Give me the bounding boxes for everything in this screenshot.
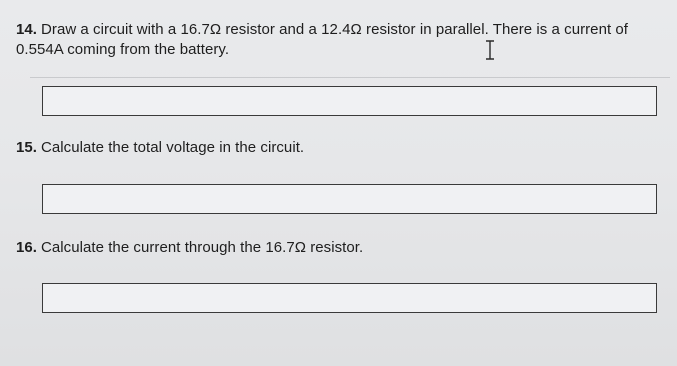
question-15-text: Calculate the total voltage in the circuit. bbox=[41, 139, 305, 156]
divider bbox=[30, 77, 670, 78]
question-15-number: 15. bbox=[16, 139, 38, 156]
question-14-number: 14. bbox=[16, 21, 38, 38]
question-16-number: 16. bbox=[16, 239, 38, 256]
answer-box-16[interactable] bbox=[42, 283, 657, 313]
question-16-text: Calculate the current through the 16.7Ω resistor. bbox=[41, 239, 364, 256]
question-14 bbox=[16, 20, 664, 60]
question-14-text: Draw a circuit with a 16.7Ω resistor and a 12.4Ω resistor in parallel. There is a current of 0.554A coming from the battery. bbox=[16, 21, 629, 58]
question-15 bbox=[16, 138, 304, 158]
text-cursor-icon bbox=[484, 40, 496, 60]
answer-box-15[interactable] bbox=[42, 184, 657, 214]
answer-box-14[interactable] bbox=[42, 86, 657, 116]
question-16 bbox=[16, 238, 363, 258]
